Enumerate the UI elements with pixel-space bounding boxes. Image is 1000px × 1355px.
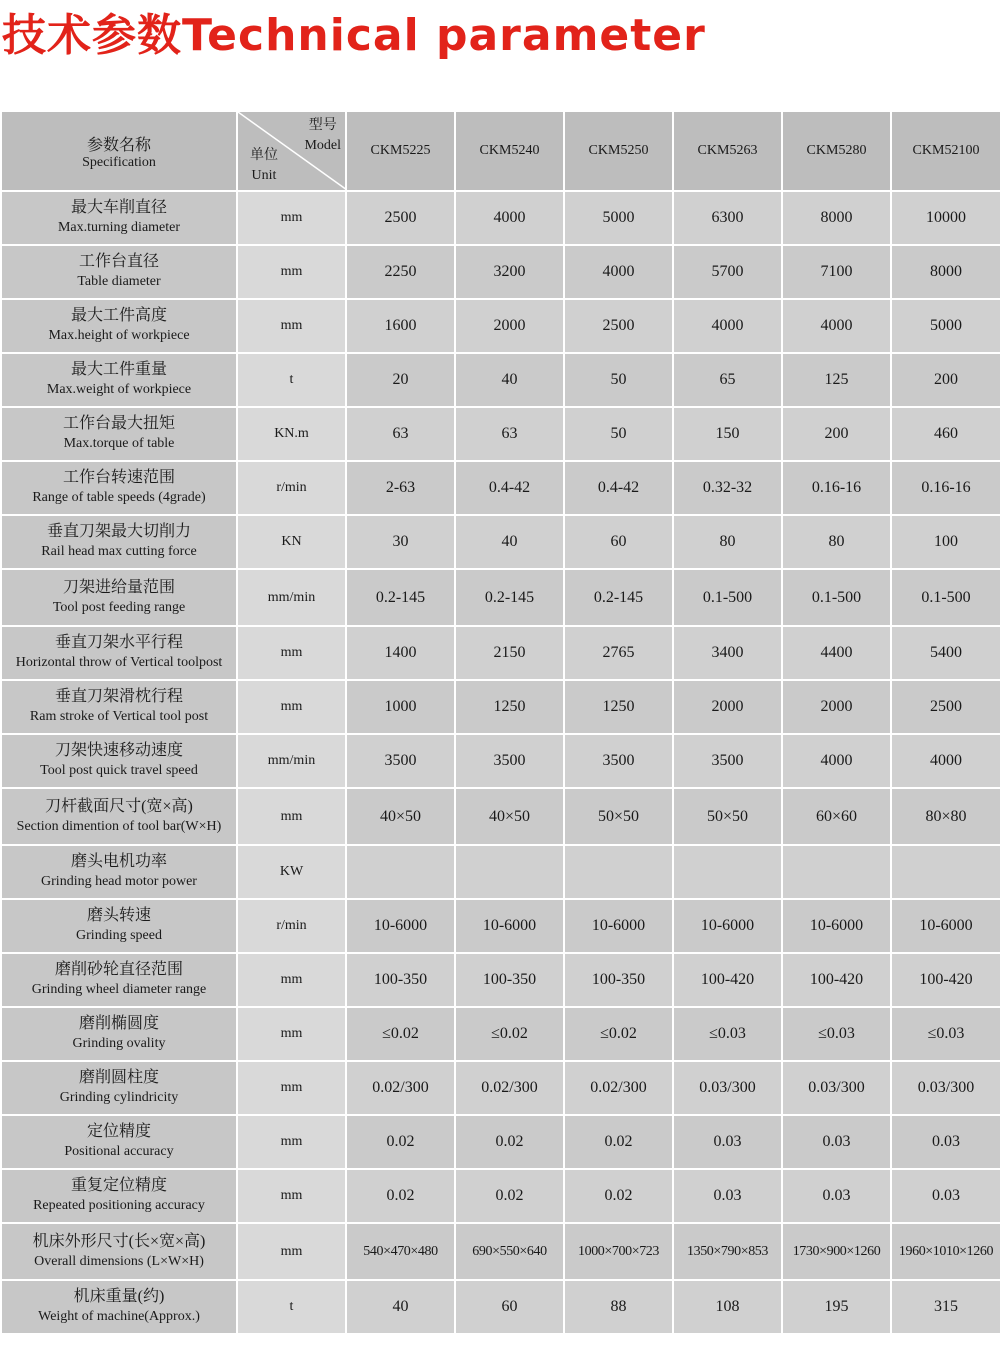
unit-header <box>250 146 278 186</box>
spec-name-en: Rail head max cutting force <box>41 544 197 559</box>
value-cell: 10-6000 <box>564 899 673 953</box>
value-cell: 460 <box>891 407 1000 461</box>
value-cell: 6300 <box>673 191 782 245</box>
spec-cell <box>1 515 237 569</box>
value-cell: ≤0.02 <box>346 1007 455 1061</box>
value-cell: 315 <box>891 1280 1000 1334</box>
value-cell: 0.02/300 <box>564 1061 673 1115</box>
unit-cell: mm <box>237 191 346 245</box>
specification-header <box>1 111 237 191</box>
table-row <box>1 461 1000 515</box>
value-cell: 5400 <box>891 626 1000 680</box>
value-cell: 40 <box>455 515 564 569</box>
spec-cell <box>1 953 237 1007</box>
spec-cell <box>1 191 237 245</box>
value-cell: 1250 <box>455 680 564 734</box>
value-cell: 0.02/300 <box>346 1061 455 1115</box>
value-cell: 10-6000 <box>673 899 782 953</box>
value-cell: 0.02 <box>346 1169 455 1223</box>
value-cell: 63 <box>455 407 564 461</box>
value-cell: 100-420 <box>673 953 782 1007</box>
value-cell: 4000 <box>673 299 782 353</box>
spec-cell <box>1 1061 237 1115</box>
spec-cell <box>1 569 237 626</box>
table-row <box>1 191 1000 245</box>
spec-cell <box>1 353 237 407</box>
value-cell: 0.03/300 <box>891 1061 1000 1115</box>
table-row <box>1 1280 1000 1334</box>
spec-name-en: Table diameter <box>77 274 161 289</box>
unit-cell: t <box>237 1280 346 1334</box>
spec-name-zh: 机床重量(约) <box>73 1288 165 1305</box>
value-cell: 0.02 <box>564 1115 673 1169</box>
value-cell: 1600 <box>346 299 455 353</box>
value-cell: 60 <box>564 515 673 569</box>
value-cell: 0.1-500 <box>782 569 891 626</box>
value-cell: 5700 <box>673 245 782 299</box>
value-cell: ≤0.03 <box>891 1007 1000 1061</box>
value-cell: 3500 <box>673 734 782 788</box>
value-cell: 0.03 <box>891 1169 1000 1223</box>
spec-name-zh: 工作台最大扭矩 <box>62 415 175 432</box>
value-cell: 1000×700×723 <box>564 1223 673 1280</box>
value-cell: 2500 <box>346 191 455 245</box>
value-cell: 0.03/300 <box>782 1061 891 1115</box>
unit-cell: mm <box>237 680 346 734</box>
unit-cell: mm <box>237 1061 346 1115</box>
model-column-header: CKM5280 <box>782 111 891 191</box>
table-row <box>1 1061 1000 1115</box>
value-cell: 80 <box>673 515 782 569</box>
spec-name-zh: 机床外形尺寸(长×宽×高) <box>32 1232 206 1250</box>
spec-name-en: Ram stroke of Vertical tool post <box>29 709 209 724</box>
value-cell: 63 <box>346 407 455 461</box>
unit-cell: KW <box>237 845 346 899</box>
value-cell: 10-6000 <box>346 899 455 953</box>
spec-name-en: Max.torque of table <box>63 436 175 451</box>
value-cell <box>455 845 564 899</box>
value-cell: 0.02 <box>455 1169 564 1223</box>
value-cell: 100-420 <box>782 953 891 1007</box>
value-cell: 0.03 <box>673 1115 782 1169</box>
value-cell: ≤0.03 <box>673 1007 782 1061</box>
unit-header-en: Unit <box>251 168 277 183</box>
spec-name-en: Tool post quick travel speed <box>40 763 198 778</box>
spec-cell <box>1 1007 237 1061</box>
spec-cell <box>1 245 237 299</box>
unit-cell: mm <box>237 299 346 353</box>
value-cell: 150 <box>673 407 782 461</box>
value-cell: ≤0.02 <box>564 1007 673 1061</box>
value-cell: 50×50 <box>564 788 673 845</box>
model-column-header: CKM5250 <box>564 111 673 191</box>
value-cell <box>782 845 891 899</box>
spec-name-zh: 最大工件重量 <box>70 361 167 378</box>
spec-name-en: Weight of machine(Approx.) <box>38 1309 200 1324</box>
unit-cell: r/min <box>237 461 346 515</box>
value-cell: 3400 <box>673 626 782 680</box>
unit-header-zh: 单位 <box>250 148 278 163</box>
table-row <box>1 353 1000 407</box>
spec-cell <box>1 899 237 953</box>
spec-name-zh: 磨头电机功率 <box>70 853 167 870</box>
spec-name-en: Horizontal throw of Vertical toolpost <box>15 655 223 670</box>
spec-name-en: Overall dimensions (L×W×H) <box>34 1253 204 1269</box>
spec-name-zh: 工作台转速范围 <box>62 469 175 486</box>
value-cell: 60×60 <box>782 788 891 845</box>
spec-name-zh: 磨头转速 <box>86 907 151 924</box>
value-cell: 0.16-16 <box>782 461 891 515</box>
value-cell: 4000 <box>782 734 891 788</box>
value-cell: 2500 <box>891 680 1000 734</box>
spec-name-en: Repeated positioning accuracy <box>33 1198 205 1213</box>
value-cell: 5000 <box>891 299 1000 353</box>
spec-header-zh: 参数名称 <box>86 136 151 154</box>
model-column-header: CKM5240 <box>455 111 564 191</box>
spec-cell <box>1 734 237 788</box>
table-row <box>1 734 1000 788</box>
value-cell: 50 <box>564 407 673 461</box>
value-cell: 2150 <box>455 626 564 680</box>
value-cell: 1000 <box>346 680 455 734</box>
value-cell: 1250 <box>564 680 673 734</box>
value-cell: 2250 <box>346 245 455 299</box>
model-column-header: CKM5225 <box>346 111 455 191</box>
spec-cell <box>1 788 237 845</box>
value-cell: 80×80 <box>891 788 1000 845</box>
table-row <box>1 788 1000 845</box>
value-cell: 10-6000 <box>782 899 891 953</box>
value-cell: 4000 <box>782 299 891 353</box>
value-cell: 3200 <box>455 245 564 299</box>
value-cell: 0.03 <box>891 1115 1000 1169</box>
table-row <box>1 1115 1000 1169</box>
table-row <box>1 1169 1000 1223</box>
unit-cell: mm <box>237 245 346 299</box>
value-cell: 2000 <box>782 680 891 734</box>
table-row <box>1 299 1000 353</box>
value-cell: 0.16-16 <box>891 461 1000 515</box>
value-cell: 0.2-145 <box>455 569 564 626</box>
spec-name-en: Grinding speed <box>76 928 162 943</box>
value-cell: 200 <box>782 407 891 461</box>
value-cell: 100 <box>891 515 1000 569</box>
value-cell: 3500 <box>346 734 455 788</box>
table-header-row <box>1 111 1000 191</box>
table-row <box>1 1223 1000 1280</box>
spec-cell <box>1 299 237 353</box>
model-header <box>304 116 341 156</box>
value-cell <box>346 845 455 899</box>
value-cell: 200 <box>891 353 1000 407</box>
table-row <box>1 569 1000 626</box>
value-cell: 195 <box>782 1280 891 1334</box>
value-cell: 0.02 <box>455 1115 564 1169</box>
value-cell: 1400 <box>346 626 455 680</box>
spec-name-en: Tool post feeding range <box>52 599 186 615</box>
value-cell: 0.02 <box>564 1169 673 1223</box>
spec-header-en: Specification <box>82 154 156 170</box>
spec-name-en: Max.turning diameter <box>57 220 181 235</box>
unit-cell: mm/min <box>237 569 346 626</box>
unit-cell: mm <box>237 1115 346 1169</box>
value-cell: 40×50 <box>346 788 455 845</box>
spec-name-en: Range of table speeds (4grade) <box>32 490 206 505</box>
value-cell: 0.2-145 <box>346 569 455 626</box>
value-cell: 50×50 <box>673 788 782 845</box>
spec-name-zh: 刀架进给量范围 <box>62 578 175 596</box>
model-header-zh: 型号 <box>308 118 337 133</box>
unit-cell: KN.m <box>237 407 346 461</box>
value-cell: 10000 <box>891 191 1000 245</box>
spec-name-en: Grinding head motor power <box>41 874 197 889</box>
unit-cell: mm <box>237 1169 346 1223</box>
value-cell: 7100 <box>782 245 891 299</box>
value-cell <box>673 845 782 899</box>
table-row <box>1 407 1000 461</box>
value-cell: 0.03 <box>782 1169 891 1223</box>
value-cell: 30 <box>346 515 455 569</box>
model-header-en: Model <box>304 138 341 153</box>
table-row <box>1 1007 1000 1061</box>
value-cell: 8000 <box>891 245 1000 299</box>
unit-cell: mm <box>237 1223 346 1280</box>
value-cell: 5000 <box>564 191 673 245</box>
page-title: 技术参数Technical parameter <box>2 10 706 61</box>
table-row <box>1 245 1000 299</box>
spec-name-zh: 刀杆截面尺寸(宽×高) <box>45 797 193 815</box>
value-cell: 40 <box>455 353 564 407</box>
spec-name-en: Section dimention of tool bar(W×H) <box>16 818 222 834</box>
table-row <box>1 680 1000 734</box>
value-cell: 4000 <box>564 245 673 299</box>
unit-cell: KN <box>237 515 346 569</box>
value-cell: 0.02 <box>346 1115 455 1169</box>
spec-name-zh: 定位精度 <box>86 1123 151 1140</box>
spec-cell <box>1 461 237 515</box>
spec-name-en: Positional accuracy <box>64 1144 174 1159</box>
value-cell: 0.32-32 <box>673 461 782 515</box>
value-cell: 2-63 <box>346 461 455 515</box>
value-cell: 4000 <box>455 191 564 245</box>
spec-name-en: Grinding cylindricity <box>59 1090 179 1105</box>
table-row <box>1 845 1000 899</box>
spec-cell <box>1 1223 237 1280</box>
unit-cell: mm <box>237 788 346 845</box>
spec-name-zh: 最大车削直径 <box>70 199 167 216</box>
value-cell: 60 <box>455 1280 564 1334</box>
value-cell: 50 <box>564 353 673 407</box>
spec-name-zh: 刀架快速移动速度 <box>54 742 183 759</box>
table-row <box>1 515 1000 569</box>
unit-cell: mm <box>237 1007 346 1061</box>
value-cell: 3500 <box>455 734 564 788</box>
value-cell: 3500 <box>564 734 673 788</box>
spec-name-en: Grinding ovality <box>72 1036 166 1051</box>
value-cell: 100-350 <box>564 953 673 1007</box>
value-cell: 10-6000 <box>455 899 564 953</box>
value-cell: 108 <box>673 1280 782 1334</box>
model-column-header: CKM5263 <box>673 111 782 191</box>
value-cell: 2000 <box>455 299 564 353</box>
spec-cell <box>1 1169 237 1223</box>
value-cell: ≤0.02 <box>455 1007 564 1061</box>
value-cell: 1730×900×1260 <box>782 1223 891 1280</box>
spec-name-zh: 垂直刀架滑枕行程 <box>54 688 183 705</box>
spec-name-en: Max.weight of workpiece <box>46 382 192 397</box>
spec-cell <box>1 680 237 734</box>
value-cell: 690×550×640 <box>455 1223 564 1280</box>
value-cell: 4000 <box>891 734 1000 788</box>
spec-name-zh: 工作台直径 <box>78 253 159 270</box>
value-cell: 2765 <box>564 626 673 680</box>
value-cell: 10-6000 <box>891 899 1000 953</box>
unit-model-header <box>237 111 346 191</box>
value-cell: 1350×790×853 <box>673 1223 782 1280</box>
value-cell: 100-350 <box>455 953 564 1007</box>
value-cell: 0.4-42 <box>564 461 673 515</box>
spec-name-zh: 磨削圆柱度 <box>78 1069 159 1086</box>
value-cell: 2500 <box>564 299 673 353</box>
value-cell: ≤0.03 <box>782 1007 891 1061</box>
spec-name-zh: 重复定位精度 <box>70 1177 167 1194</box>
unit-cell: t <box>237 353 346 407</box>
value-cell: 125 <box>782 353 891 407</box>
spec-name-en: Max.height of workpiece <box>48 328 190 343</box>
spec-cell <box>1 626 237 680</box>
model-column-header: CKM52100 <box>891 111 1000 191</box>
value-cell: 4400 <box>782 626 891 680</box>
table-row <box>1 899 1000 953</box>
value-cell: 20 <box>346 353 455 407</box>
value-cell: 0.1-500 <box>891 569 1000 626</box>
value-cell: 88 <box>564 1280 673 1334</box>
unit-cell: mm/min <box>237 734 346 788</box>
spec-cell <box>1 845 237 899</box>
value-cell: 540×470×480 <box>346 1223 455 1280</box>
spec-cell <box>1 1115 237 1169</box>
value-cell <box>891 845 1000 899</box>
value-cell: 0.2-145 <box>564 569 673 626</box>
unit-cell: mm <box>237 626 346 680</box>
value-cell: 80 <box>782 515 891 569</box>
value-cell: 0.4-42 <box>455 461 564 515</box>
unit-cell: r/min <box>237 899 346 953</box>
spec-cell <box>1 407 237 461</box>
value-cell: 2000 <box>673 680 782 734</box>
value-cell: 100-350 <box>346 953 455 1007</box>
value-cell: 0.03 <box>782 1115 891 1169</box>
spec-name-en: Grinding wheel diameter range <box>31 982 207 997</box>
technical-parameter-table <box>0 110 1000 1335</box>
spec-name-zh: 磨削椭圆度 <box>78 1015 159 1032</box>
value-cell: 65 <box>673 353 782 407</box>
unit-cell: mm <box>237 953 346 1007</box>
value-cell: 0.03 <box>673 1169 782 1223</box>
spec-cell <box>1 1280 237 1334</box>
value-cell: 0.02/300 <box>455 1061 564 1115</box>
table-row <box>1 626 1000 680</box>
value-cell: 0.1-500 <box>673 569 782 626</box>
spec-name-zh: 垂直刀架水平行程 <box>54 634 183 651</box>
value-cell <box>564 845 673 899</box>
spec-name-zh: 最大工件高度 <box>70 307 167 324</box>
value-cell: 40×50 <box>455 788 564 845</box>
value-cell: 100-420 <box>891 953 1000 1007</box>
value-cell: 40 <box>346 1280 455 1334</box>
value-cell: 0.03/300 <box>673 1061 782 1115</box>
spec-name-zh: 磨削砂轮直径范围 <box>54 961 183 978</box>
value-cell: 8000 <box>782 191 891 245</box>
value-cell: 1960×1010×1260 <box>891 1223 1000 1280</box>
table-row <box>1 953 1000 1007</box>
spec-name-zh: 垂直刀架最大切削力 <box>46 523 191 540</box>
